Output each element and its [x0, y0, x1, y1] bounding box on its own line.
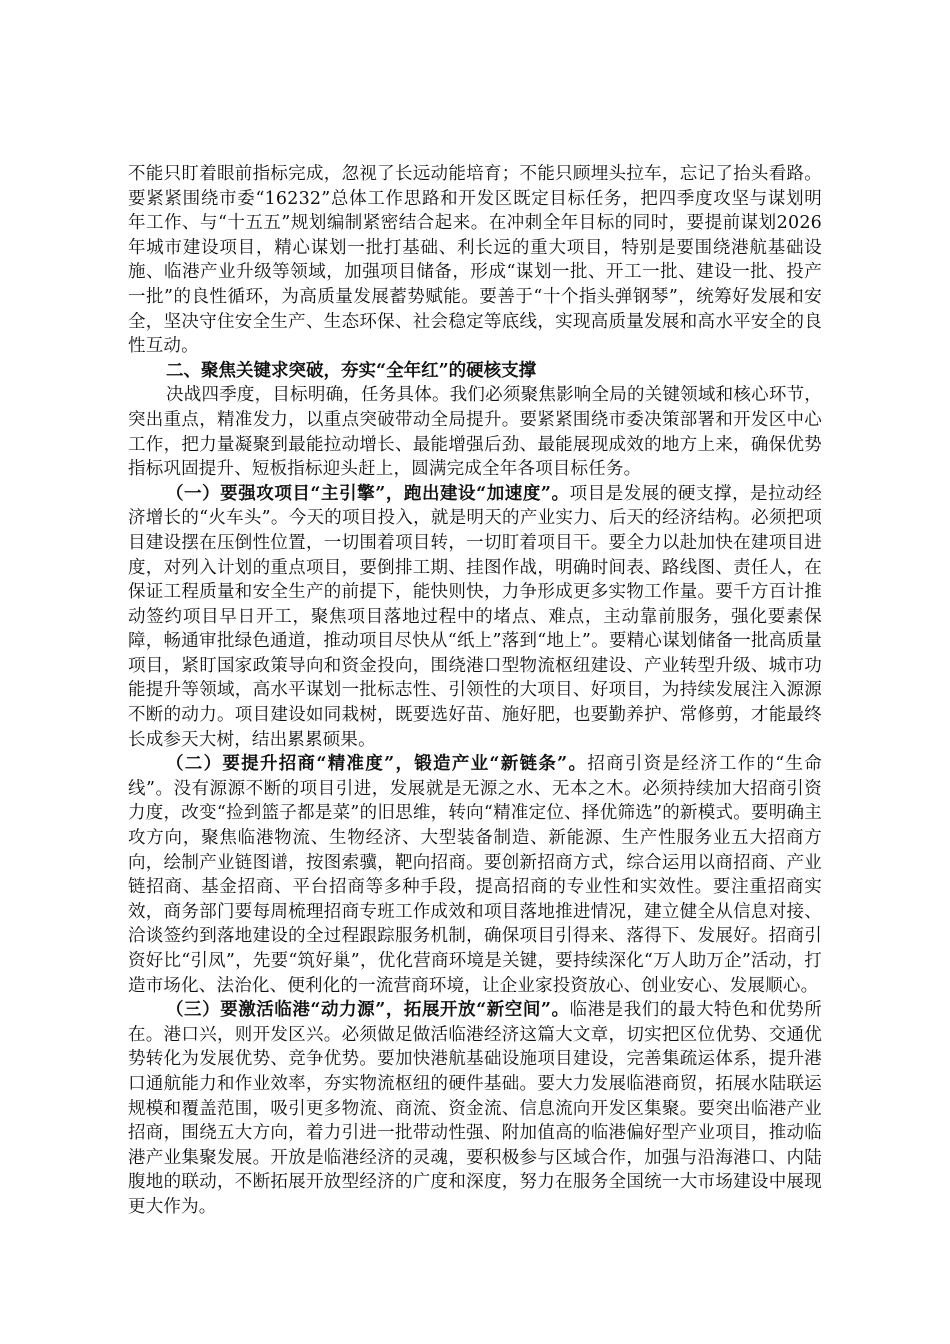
- section-intro-paragraph: 决战四季度，目标明确，任务具体。我们必须聚焦影响全局的关键领域和核心环节，突出重点，精准发力，以重点突破带动全局提升。要紧紧围绕市委决策部署和开发区中心工作，把力量凝聚到最能拉动增长、最能增强后劲、最能展现成效的地方上来，确保优势指标巩固提升、短板指标迎头赶上，圆满完成全年各项目标任务。: [128, 385, 822, 480]
- subsection-investment-body: 招商引资是经济工作的“生命线”。没有源源不断的项目引进，发展就是无源之水、无本之木。必须持续加大招商引资力度，改变“捡到篮子都是菜”的旧思维，转向“精准定位、择优筛选”的新模式。要明确主攻方向，聚焦临港物流、生物经济、大型装备制造、新能源、生产性服务业五大招商方向，绘制产业链图谱，按图索骥，靶向招商。要创新招商方式，综合运用以商招商、产业链招商、基金招商、平台招商等多种手段，提高招商的专业性和实效性。要注重招商实效，商务部门要每周梳理招商专班工作成效和项目落地推进情况，建立健全从信息对接、洽谈签约到落地建设的全过程跟踪服务机制，确保项目引得来、落得下、发展好。招商引资好比“引凤”，先要“筑好巢”，优化营商环境是关键，要持续深化“万人助万企”活动，打造市场化、法治化、便利化的一流营商环境，让企业家投资放心、创业安心、发展顺心。: [128, 754, 823, 996]
- subsection-investment-lead: （二）要提升招商“精准度”，锻造产业“新链条”。: [166, 754, 588, 775]
- subsection-port-lead: （三）要激活临港“动力源”，拓展开放“新空间”。: [166, 1000, 570, 1021]
- subsection-projects-lead: （一）要强攻项目“主引擎”，跑出建设“加速度”。: [166, 483, 570, 504]
- intro-paragraph: 不能只盯着眼前指标完成，忽视了长远动能培育；不能只顾埋头拉车，忘记了抬头看路。要紧紧围绕市委“16232”总体工作思路和开发区既定目标任务，把四季度攻坚与谋划明年工作、与“十五五”规划编制紧密结合起来。在冲刺全年目标的同时，要提前谋划2026年城市建设项目，精心谋划一批打基础、利长远的重大项目，特别是要围绕港航基础设施、临港产业升级等领域，加强项目储备，形成“谋划一批、开工一批、建设一批、投产一批”的良性循环，为高质量发展蓄势赋能。要善于“十个指头弹钢琴”，统筹好发展和安全，坚决守住安全生产、生态环保、社会稳定等底线，实现高质量发展和高水平安全的良性互动。: [128, 164, 822, 357]
- subsection-projects-body: 项目是发展的硬支撑，是拉动经济增长的“火车头”。今天的项目投入，就是明天的产业实力、后天的经济结构。必须把项目建设摆在压倒性位置，一切围着项目转，一切盯着项目干。要全力以赴加快在建项目进度，对列入计划的重点项目，要倒排工期、挂图作战，明确时间表、路线图、责任人，在保证工程质量和安全生产的前提下，能快则快，力争形成更多实物工作量。要千方百计推动签约项目早日开工，聚焦项目落地过程中的堵点、难点，主动靠前服务，强化要素保障，畅通审批绿色通道，推动项目尽快从“纸上”落到“地上”。要精心谋划储备一批高质量项目，紧盯国家政策导向和资金投向，围绕港口型物流枢纽建设、产业转型升级、城市功能提升等领域，高水平谋划一批标志性、引领性的大项目、好项目，为持续发展注入源源不断的动力。项目建设如同栽树，既要选好苗、施好肥，也要勤养护、常修剪，才能最终长成参天大树，结出累累硕果。: [128, 483, 822, 750]
- subsection-port-body: 临港是我们的最大特色和优势所在。港口兴，则开发区兴。必须做足做活临港经济这篇大文章，切实把区位优势、交通优势转化为发展优势、竞争优势。要加快港航基础设施项目建设，完善集疏运体系，提升港口通航能力和作业效率，夯实物流枢纽的硬件基础。要大力发展临港商贸，拓展水陆联运规模和覆盖范围，吸引更多物流、商流、资金流、信息流向开发区集聚。要突出临港产业招商，围绕五大方向，着力引进一批带动性强、附加值高的临港偏好型产业项目，推动临港产业集聚发展。开放是临港经济的灵魂，要积极参与区域合作，加强与沿海港口、内陆腹地的联动，不断拓展开放型经济的广度和深度，努力在服务全国统一大市场建设中展现更大作为。: [128, 1000, 822, 1217]
- section-heading: 二、聚焦关键求突破，夯实“全年红”的硬核支撑: [166, 360, 537, 381]
- subsection-port: [128, 998, 822, 1219]
- subsection-investment: [128, 752, 822, 998]
- subsection-projects: [128, 482, 822, 753]
